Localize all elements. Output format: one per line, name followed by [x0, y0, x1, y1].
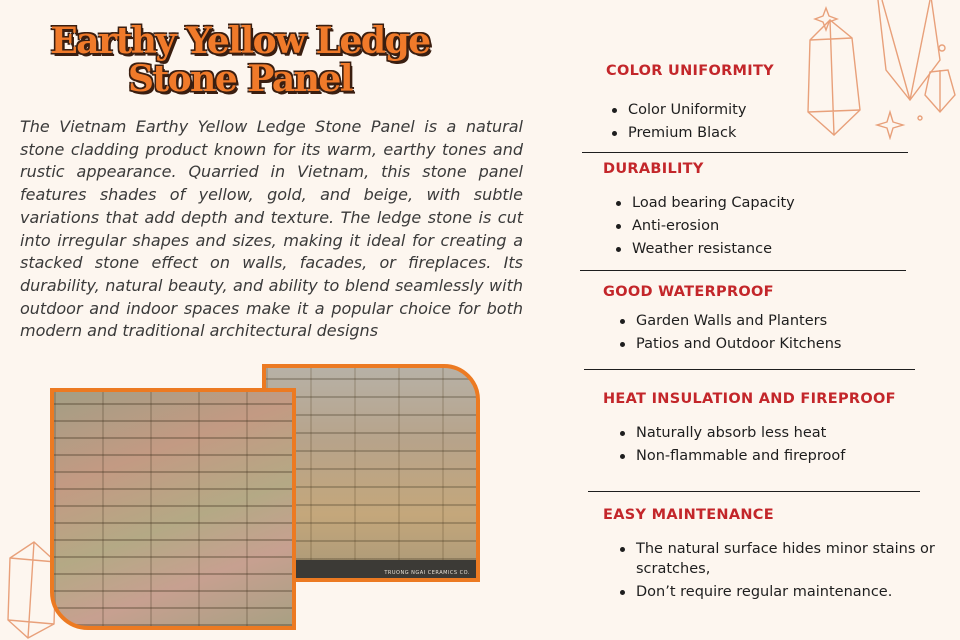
list-item: Patios and Outdoor Kitchens: [620, 334, 841, 354]
crystal-decoration-icon: [790, 0, 960, 140]
list-item: The natural surface hides minor stains or scratches,: [620, 539, 940, 579]
section-heading-heat-insulation: HEAT INSULATION AND FIREPROOF: [603, 391, 896, 407]
list-color-uniformity: [612, 100, 746, 146]
product-description: The Vietnam Earthy Yellow Ledge Stone Panel is a natural stone cladding product known for its warm, earthy tones and rustic appearance. Quarried in Vietnam, this stone panel features shades of yellow, gold, and beige, with subtle variations that add depth and texture. The ledge stone is cut into irregular shapes and sizes, making it ideal for creating a stacked stone effect on walls, facades, or fireplaces. Its durability, natural beauty, and ability to blend seamlessly with outdoor and indoor spaces make it a popular choice for both modern and traditional architectural designs: [20, 117, 523, 341]
section-heading-durability: DURABILITY: [603, 161, 704, 177]
section-heading-easy-maintenance: EASY MAINTENANCE: [603, 507, 774, 523]
list-item: Load bearing Capacity: [616, 193, 795, 213]
title-line-2: Stone Panel: [128, 58, 352, 100]
photo-caption: TRUONG NGAI CERAMICS CO.: [384, 570, 470, 576]
section-divider: [580, 270, 906, 271]
list-waterproof: [620, 311, 841, 357]
section-divider: [588, 491, 920, 492]
section-divider: [584, 369, 915, 370]
list-durability: [616, 193, 795, 262]
list-item: Naturally absorb less heat: [620, 423, 845, 443]
list-item: Weather resistance: [616, 239, 795, 259]
list-item: Don’t require regular maintenance.: [620, 582, 940, 602]
page-title: [40, 22, 440, 98]
section-divider: [582, 152, 908, 153]
list-item: Premium Black: [612, 123, 746, 143]
stone-panel-photo-front: [50, 388, 296, 630]
list-easy-maintenance: [620, 539, 940, 605]
section-heading-color-uniformity: COLOR UNIFORMITY: [606, 63, 774, 79]
list-item: Non-flammable and fireproof: [620, 446, 845, 466]
title-line-1: Earthy Yellow Ledge: [50, 20, 430, 62]
list-item: Anti-erosion: [616, 216, 795, 236]
section-heading-waterproof: GOOD WATERPROOF: [603, 284, 774, 300]
list-item: Garden Walls and Planters: [620, 311, 841, 331]
list-item: Color Uniformity: [612, 100, 746, 120]
list-heat-insulation: [620, 423, 845, 469]
